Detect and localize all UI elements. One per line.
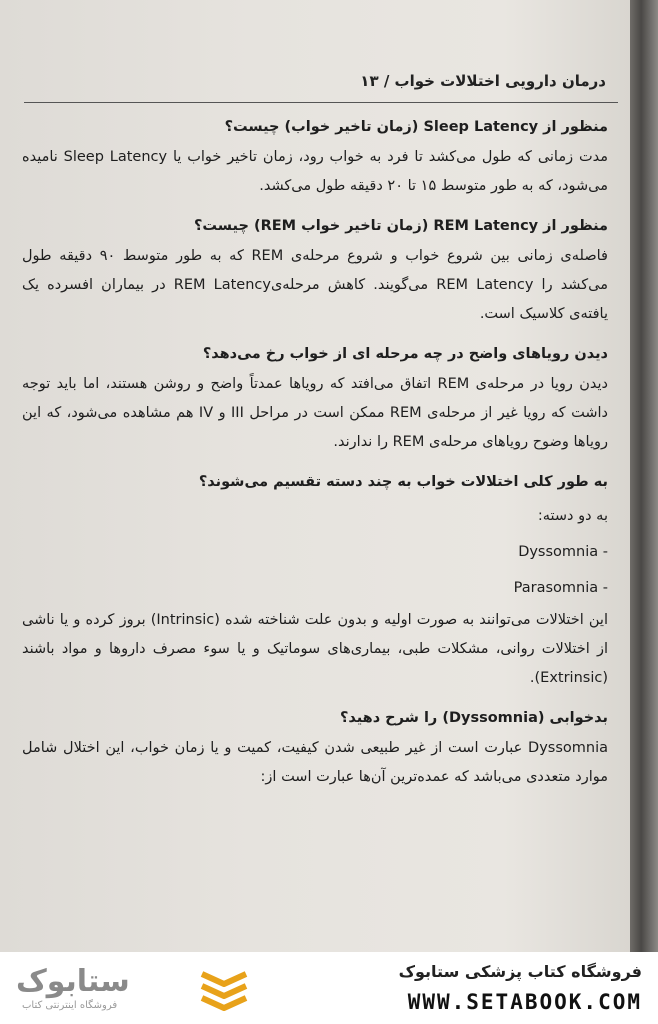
book-spine-edge — [630, 0, 658, 952]
page-content — [22, 112, 608, 802]
answer-disorder-causes: این اختلالات می‌توانند به صورت اولیه و بدون علت شناخته شده (Intrinsic) بروز کرده و یا ناشی از اختلالات روانی، مشکلات طبی، بیماری‌های سوماتیک و یا سوء مصرف داروها و مواد باشند (Extrinsic). — [22, 612, 608, 686]
answer-sleep-latency: مدت زمانی که طول می‌کشد تا فرد به خواب رود، زمان تاخیر خواب یا Sleep Latency نامیده می‌شود، که به طور متوسط ۱۵ تا ۲۰ دقیقه طول می‌کشد. — [22, 149, 608, 194]
answer-vivid-dreams: دیدن رویا در مرحله‌ی REM اتفاق می‌افتد که رویاها عمدتاً واضح و روشن هستند، اما باید توجه داشت که رویا غیر از مرحله‌ی REM ممکن است در مراحل III و IV هم مشاهده می‌شود، که این رویاها وضوح رویاهای مرحله‌ی REM را ندارند. — [22, 376, 609, 450]
question-dyssomnia: بدخوابی (Dyssomnia) را شرح دهید؟ — [339, 710, 608, 726]
question-vivid-dreams: دیدن رویاهای واضح در چه مرحله ای از خواب رخ می‌دهد؟ — [202, 346, 608, 362]
book-stack-icon — [196, 966, 252, 1012]
header-rule — [24, 102, 618, 103]
running-header: درمان دارویی اختلالات خواب / ۱۳ — [360, 72, 606, 90]
question-sleep-latency: منظور از Sleep Latency (زمان تاخیر خواب) چیست؟ — [224, 119, 608, 135]
store-name: فروشگاه کتاب پزشکی ستابوک — [398, 962, 642, 981]
list-item-parasomnia: - Parasomnia — [513, 580, 608, 596]
question-sleep-disorder-categories: به طور کلی اختلالات خواب به چند دسته تقسیم می‌شوند؟ — [198, 474, 608, 490]
list-item-dyssomnia: - Dyssomnia — [518, 544, 608, 560]
answer-rem-latency: فاصله‌ی زمانی بین شروع خواب و شروع مرحله‌ی REM که به طور متوسط ۹۰ دقیقه طول می‌کشد را REM Latency می‌گویند. کاهش مرحله‌یREM Latency در بیماران افسرده یک یافته‌ی کلاسیک است. — [22, 248, 608, 322]
answer-two-categories: به دو دسته: — [537, 508, 608, 524]
store-url-link[interactable]: WWW.SETABOOK.COM — [407, 990, 642, 1014]
answer-dyssomnia: Dyssomnia عبارت است از غیر طبیعی شدن کیفیت، کمیت و یا زمان خواب، این اختلال شامل موارد متعددی می‌باشد که عمده‌ترین آن‌ها عبارت است از: — [22, 740, 608, 785]
store-footer — [0, 952, 658, 1024]
logo-tagline: فروشگاه اینترنتی کتاب — [22, 1000, 118, 1011]
question-rem-latency: منظور از REM Latency (زمان تاخیر خواب REM) چیست؟ — [194, 218, 608, 234]
logo-wordmark: ستابوک — [16, 964, 130, 999]
store-logo[interactable] — [16, 964, 256, 1014]
